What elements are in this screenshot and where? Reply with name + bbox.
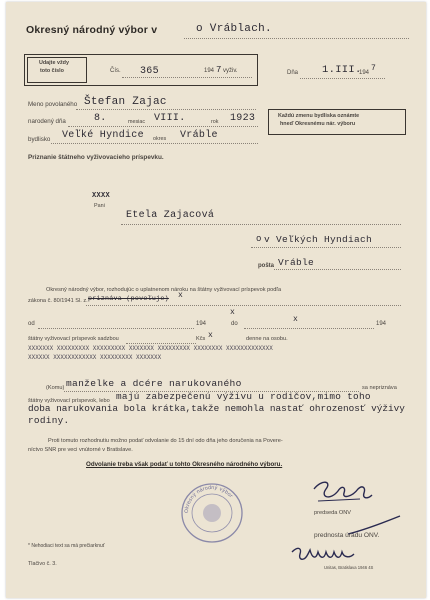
vyziv-label: vyživ. xyxy=(223,68,238,74)
document-page xyxy=(6,2,426,598)
nepriznava: sa nepriznáva xyxy=(362,385,397,391)
decision-x-mark-2: x xyxy=(230,308,236,317)
date-label: Dňa xyxy=(287,70,299,76)
born-year-label: rok xyxy=(211,119,219,125)
addressee-strikeout: XXXX xyxy=(92,192,111,200)
footer-form-number: Tlačivo č. 3. xyxy=(28,561,57,567)
office-title-typed: o Vráblach. xyxy=(196,23,272,35)
addressee-address: v Veľkých Hyndiach xyxy=(264,234,373,245)
cis-value: 365 xyxy=(140,66,159,77)
date-year-prefix: 194 xyxy=(359,70,370,76)
notice-line1: Každú zmenu bydliska oznámte xyxy=(278,113,360,119)
do-year: 194 xyxy=(376,321,387,327)
reason-printed: štátny vyživovací príspevok, lebo xyxy=(28,398,110,404)
director-signature xyxy=(288,542,368,566)
born-day: 8. xyxy=(94,113,107,124)
od-label: od xyxy=(28,321,35,327)
born-month-label: mesiac xyxy=(128,119,146,125)
posta-label: pošta xyxy=(258,263,275,269)
date-year-suffix: 7 xyxy=(371,64,377,73)
addressee-name: Etela Zajacová xyxy=(126,210,215,221)
year-suffix: 7 xyxy=(216,65,222,75)
date-value: 1.III. xyxy=(322,64,362,76)
rate-kcs: Kčs xyxy=(196,336,206,342)
od-year: 194 xyxy=(196,321,207,327)
strike-line2: XXXXXX XXXXXXXXXXXX XXXXXXXXX XXXXXXX xyxy=(28,354,162,361)
predseda-label: predseda ONV xyxy=(314,510,352,516)
office-title xyxy=(26,24,157,36)
born-year: 1923 xyxy=(230,113,256,124)
office-title-printed: Okresný národný výbor v xyxy=(26,24,158,36)
addressee-address-prefix: o xyxy=(256,234,262,244)
komu-typed: manželke a dcére narukovaného xyxy=(66,378,242,389)
prednosta-label: prednosta úradu ONV. xyxy=(314,532,380,539)
decision-x-mark-3: x xyxy=(293,315,299,324)
chairman-signature xyxy=(308,477,374,509)
born-month: VIII. xyxy=(154,113,186,124)
decision-line2-printed: zákona č. 80/1941 Sl. z. xyxy=(28,298,88,304)
reason-typed3: rodiny. xyxy=(28,415,70,426)
decision-x-mark-4: x xyxy=(208,331,214,340)
rate-printed: štátny vyživovací príspevok sadzbou xyxy=(28,336,119,342)
name-label: Meno povolaného xyxy=(28,101,78,108)
komu-label: (Komu) xyxy=(46,385,65,391)
stamp-text: Okresný národný výbor xyxy=(183,484,234,514)
district-label: okres xyxy=(153,136,167,142)
posta-value: Vráble xyxy=(278,257,315,268)
born-label: narodený dňa xyxy=(28,118,66,125)
appeal-line1: Proti tomuto rozhodnutiu možno podať odvolanie do 15 dní odo dňa jeho doručenia na Povere- xyxy=(48,438,283,444)
decision-line2-typed: priznáva (povoľuje) xyxy=(88,295,169,302)
section-title: Priznanie štátneho vyživovacieho príspevku. xyxy=(28,154,164,161)
ref-box-line1: Udajte vždy xyxy=(39,60,69,66)
footer-printer: Unitas, Bratislava 1946 4S xyxy=(324,565,374,570)
year-prefix: 194 xyxy=(204,68,215,74)
cis-label: Čís. xyxy=(110,68,121,74)
strike-line1: XXXXXXX XXXXXXXXX XXXXXXXXX XXXXXXX XXXXXXXXX XXXXXXXX XXXXXXXXXXXXX xyxy=(28,345,273,352)
addressee-pani-label: Pani xyxy=(94,203,105,209)
rate-suffix: denne na osobu. xyxy=(246,336,288,342)
residence-value: Veľké Hyndice xyxy=(62,130,144,141)
decision-line1: Okresný národný výbor, rozhodujúc o uplatnenom nároku na štátny vyživovací príspevok podľa xyxy=(46,287,282,293)
residence-label: bydlisko xyxy=(28,136,51,143)
do-label: do xyxy=(231,321,238,327)
notice-line2: hneď Okresnému nár. výboru xyxy=(280,121,356,127)
reason-typed1: majú zabezpečenú výživu u rodičov,mimo toho xyxy=(116,391,371,402)
ref-box-line2: toto číslo xyxy=(40,68,64,74)
appeal-bold: Odvolanie treba však podať u tohto Okresného národného výboru. xyxy=(86,461,283,468)
decision-x-mark-1: x xyxy=(178,291,184,300)
footer-note: * Nehodiaci text sa má prečiarknuť xyxy=(28,543,105,549)
name-value: Štefan Zajac xyxy=(84,96,167,108)
appeal-line2: níctvo SNR pre veci vnútorné v Bratislave. xyxy=(28,447,133,453)
reason-typed2: doba narukovania bola krátka,takže nemohla nastať ohrozenosť výživy xyxy=(28,403,405,414)
official-stamp xyxy=(178,480,246,546)
district-value: Vráble xyxy=(180,130,218,141)
